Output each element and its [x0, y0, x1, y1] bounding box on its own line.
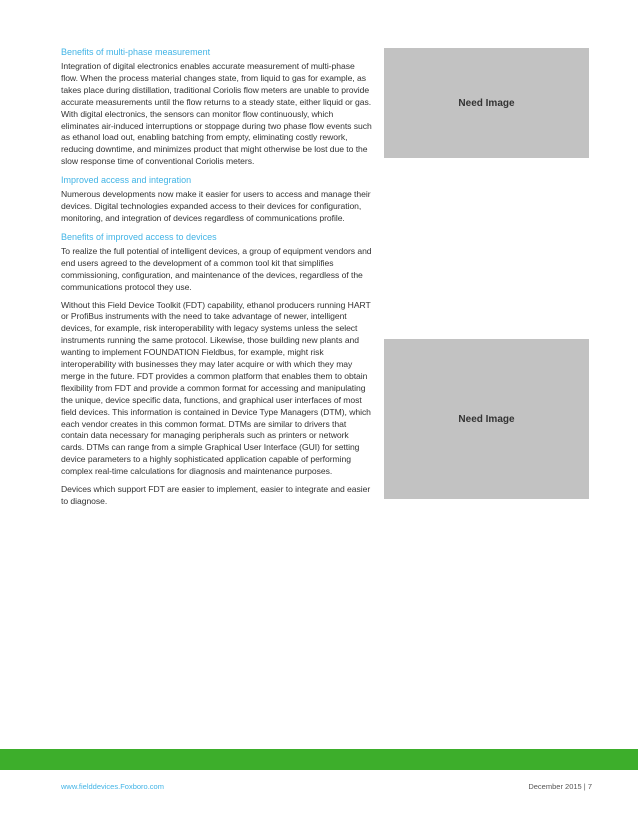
image-placeholder-middle-label: Need Image — [458, 413, 515, 425]
section-paragraph-benefits-access: To realize the full potential of intelligent devices, a group of equipment vendors and end users agreed to the development of a common tool kit that simplifies commissioning, configuration, and maintenance of the devices, regardless of the communications protocol they use. — [61, 245, 372, 292]
section-heading-multiphase: Benefits of multi-phase measurement — [61, 47, 211, 57]
fdt-summary-paragraph: Devices which support FDT are easier to implement, easier to integrate and easier to diagnose. — [61, 484, 371, 506]
section-heading-benefits-access: Benefits of improved access to devices — [61, 231, 217, 242]
image-placeholder-middle — [384, 339, 589, 499]
footer-date-page: December 2015 | 7 — [528, 782, 592, 791]
section-paragraph-access: Numerous developments now make it easier for users to access and manage their devices. Digital technologies expanded access to their devices for configuration, monitoring, and integration of devices regardless of communications profile. — [61, 189, 371, 223]
fdt-paragraph: Without this Field Device Toolkit (FDT) capability, ethanol producers running HART or ProfiBus instruments with the need to take advantage of newer, intelligent devices, for example, risk interoperability with legacy systems unless the select instruments running the same protocol. Likewise, those building new plants and wanting to implement FOUNDATION Fieldbus, for example, might risk interoperability with businesses they may later acquire or with which they may merge in the future. FDT provides a common platform that enables them to obtain flexibility from FDT and provide a common format for accessing and manipulating the unique, device specific data, functions, and graphical user interfaces of most field devices. This information is contained in Device Type Managers (DTM), which each vendor creates in this common format. DTMs are similar to drivers that contain data necessary for managing peripherals such as printers or network cards. DTMs can range from a simple Graphical User Interface (GUI) for setting device parameters to a highly sophisticated application capable of performing complex real-time calculations for diagnosis and maintenance purposes. — [61, 299, 371, 477]
image-placeholder-top-label: Need Image — [458, 97, 515, 109]
footer-green-bar — [0, 749, 638, 770]
footer-url-link[interactable]: www.fielddevices.Foxboro.com — [61, 782, 164, 791]
image-placeholder-top — [384, 48, 589, 158]
main-column — [61, 46, 373, 514]
section-heading-access: Improved access and integration — [61, 175, 192, 186]
section-paragraph-multiphase: Integration of digital electronics enables accurate measurement of multi-phase flow. When the process material changes state, from liquid to gas for example, as takes place during distillation, traditional Coriolis flow meters are unable to provide accurate measurements until the flow returns to a steady state, either liquid or gas. With digital electronics, the sensors can monitor flow continuously, which eliminates air-induced interruptions or stoppage during two phase flow events such as ethanol load out, enabling batching from empty, eliminating costly rework, reducing downtime, and minimizes product that might otherwise be lost due to the slow response time of conventional Coriolis meters. — [61, 61, 372, 167]
